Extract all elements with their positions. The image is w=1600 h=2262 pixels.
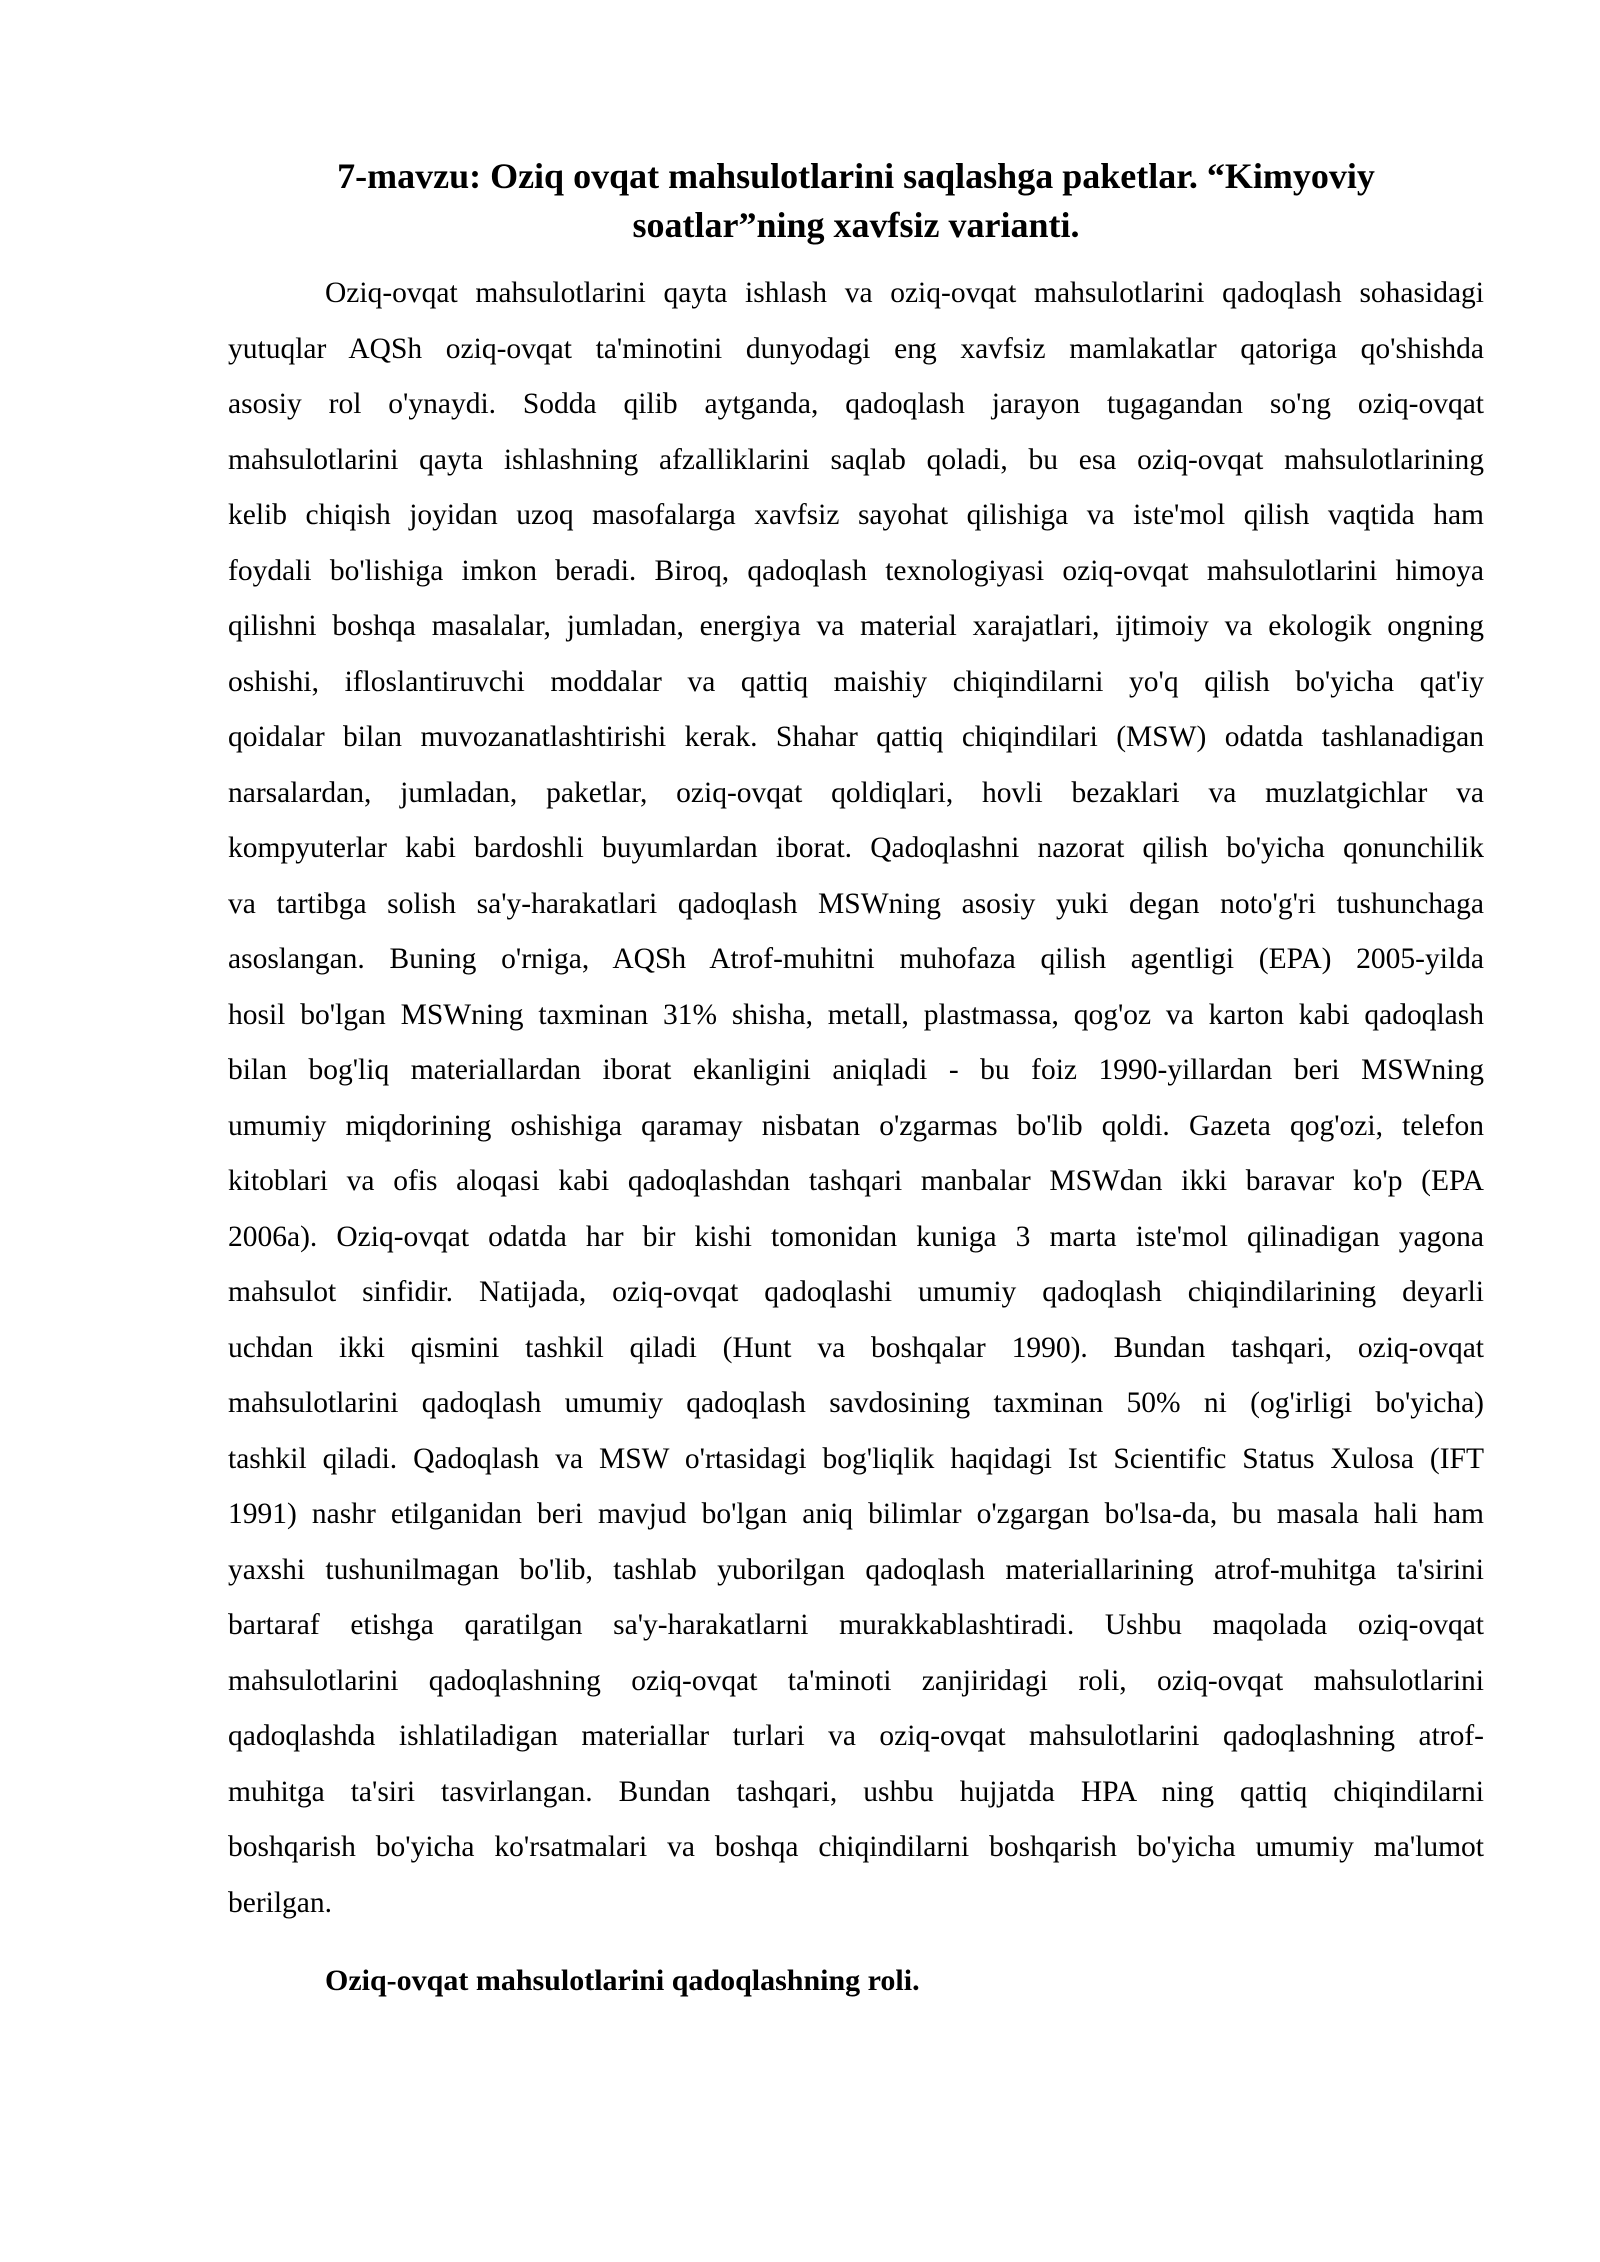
- paragraph-line: 2006a). Oziq-ovqat odatda har bir kishi tomonidan kuniga 3 marta iste'mol qilinadigan yagona: [228, 1220, 1484, 1253]
- document-title-line2: soatlar”ning xavfsiz varianti.: [632, 205, 1080, 245]
- paragraph-line: mahsulot sinfidir. Natijada, oziq-ovqat qadoqlashi umumiy qadoqlash chiqindilarining deyarli: [228, 1276, 1484, 1308]
- paragraph-line: bartaraf etishga qaratilgan sa'y-harakatlarni murakkablashtiradi. Ushbu maqolada oziq-ovqat: [228, 1609, 1484, 1641]
- paragraph-line: kitoblari va ofis aloqasi kabi qadoqlashdan tashqari manbalar MSWdan ikki baravar ko'p (EPA: [228, 1165, 1484, 1197]
- paragraph-line: berilgan.: [228, 1886, 333, 1919]
- paragraph-line: boshqarish bo'yicha ko'rsatmalari va boshqa chiqindilarni boshqarish bo'yicha umumiy ma'lumot: [228, 1831, 1484, 1863]
- paragraph-line: Oziq-ovqat mahsulotlarini qayta ishlash va oziq-ovqat mahsulotlarini qadoqlash sohasidagi: [325, 277, 1484, 309]
- document-title-line1: 7-mavzu: Oziq ovqat mahsulotlarini saqlashga paketlar. “Kimyoviy: [337, 156, 1375, 196]
- paragraph-line: narsalardan, jumladan, paketlar, oziq-ovqat qoldiqlari, hovli bezaklari va muzlatgichlar va: [228, 776, 1484, 809]
- paragraph-line: 1991) nashr etilganidan beri mavjud bo'lgan aniq bilimlar o'zgargan bo'lsa-da, bu masala hali ham: [228, 1498, 1484, 1530]
- document-content: [228, 0, 1484, 2009]
- paragraph-line: qilishni boshqa masalalar, jumladan, energiya va material xarajatlari, ijtimoiy va ekologik ongning: [228, 610, 1484, 642]
- paragraph-line: umumiy miqdorining oshishiga qaramay nisbatan o'zgarmas bo'lib qoldi. Gazeta qog'ozi, telefon: [228, 1109, 1484, 1142]
- paragraph-line: mahsulotlarini qadoqlash umumiy qadoqlash savdosining taxminan 50% ni (og'irligi bo'yicha): [228, 1387, 1484, 1419]
- paragraph-line: qoidalar bilan muvozanatlashtirishi kerak. Shahar qattiq chiqindilari (MSW) odatda tashlanadigan: [228, 721, 1484, 753]
- paragraph-line: va tartibga solish sa'y-harakatlari qadoqlash MSWning asosiy yuki degan noto'g'ri tushunchaga: [228, 887, 1484, 920]
- document-title: [228, 0, 1484, 250]
- paragraph-line: qadoqlashda ishlatiladigan materiallar turlari va oziq-ovqat mahsulotlarini qadoqlashning atrof-: [228, 1720, 1484, 1752]
- paragraph-line: mahsulotlarini qadoqlashning oziq-ovqat ta'minoti zanjiridagi roli, oziq-ovqat mahsulotlarini: [228, 1664, 1484, 1697]
- paragraph-line: asoslangan. Buning o'rniga, AQSh Atrof-muhitni muhofaza qilish agentligi (EPA) 2005-yilda: [228, 943, 1484, 975]
- paragraph-line: foydali bo'lishiga imkon beradi. Biroq, qadoqlash texnologiyasi oziq-ovqat mahsulotlarini himoya: [228, 554, 1484, 587]
- paragraph-line: asosiy rol o'ynaydi. Sodda qilib aytganda, qadoqlash jarayon tugagandan so'ng oziq-ovqat: [228, 388, 1484, 420]
- paragraph-line: kompyuterlar kabi bardoshli buyumlardan iborat. Qadoqlashni nazorat qilish bo'yicha qonunchilik: [228, 832, 1484, 864]
- paragraph-line: tashkil qiladi. Qadoqlash va MSW o'rtasidagi bog'liqlik haqidagi Ist Scientific Status Xulosa (IFT: [228, 1442, 1484, 1475]
- paragraph-line: hosil bo'lgan MSWning taxminan 31% shisha, metall, plastmassa, qog'oz va karton kabi qadoqlash: [228, 998, 1484, 1031]
- paragraph-line: mahsulotlarini qayta ishlashning afzalliklarini saqlab qoladi, bu esa oziq-ovqat mahsulotlarining: [228, 443, 1484, 476]
- paragraph-line: yutuqlar AQSh oziq-ovqat ta'minotini dunyodagi eng xavfsiz mamlakatlar qatoriga qo'shishda: [228, 332, 1484, 365]
- paragraph-line: yaxshi tushunilmagan bo'lib, tashlab yuborilgan qadoqlash materiallarining atrof-muhitga ta'sirini: [228, 1553, 1484, 1586]
- paragraph-line: bilan bog'liq materiallardan iborat ekanligini aniqladi - bu foiz 1990-yillardan beri MSWning: [228, 1054, 1484, 1086]
- paragraph-line: muhitga ta'siri tasvirlangan. Bundan tashqari, ushbu hujjatda HPA ning qattiq chiqindilarni: [228, 1775, 1484, 1808]
- body-paragraph: [228, 266, 1484, 1931]
- paragraph-line: oshishi, ifloslantiruvchi moddalar va qattiq maishiy chiqindilarni yo'q qilish bo'yicha qat'iy: [228, 665, 1484, 698]
- paragraph-line: kelib chiqish joyidan uzoq masofalarga xavfsiz sayohat qilishiga va iste'mol qilish vaqtida ham: [228, 499, 1484, 531]
- paragraph-line: uchdan ikki qismini tashkil qiladi (Hunt va boshqalar 1990). Bundan tashqari, oziq-ovqat: [228, 1331, 1484, 1364]
- section-subheading: Oziq-ovqat mahsulotlarini qadoqlashning roli.: [325, 1964, 920, 1997]
